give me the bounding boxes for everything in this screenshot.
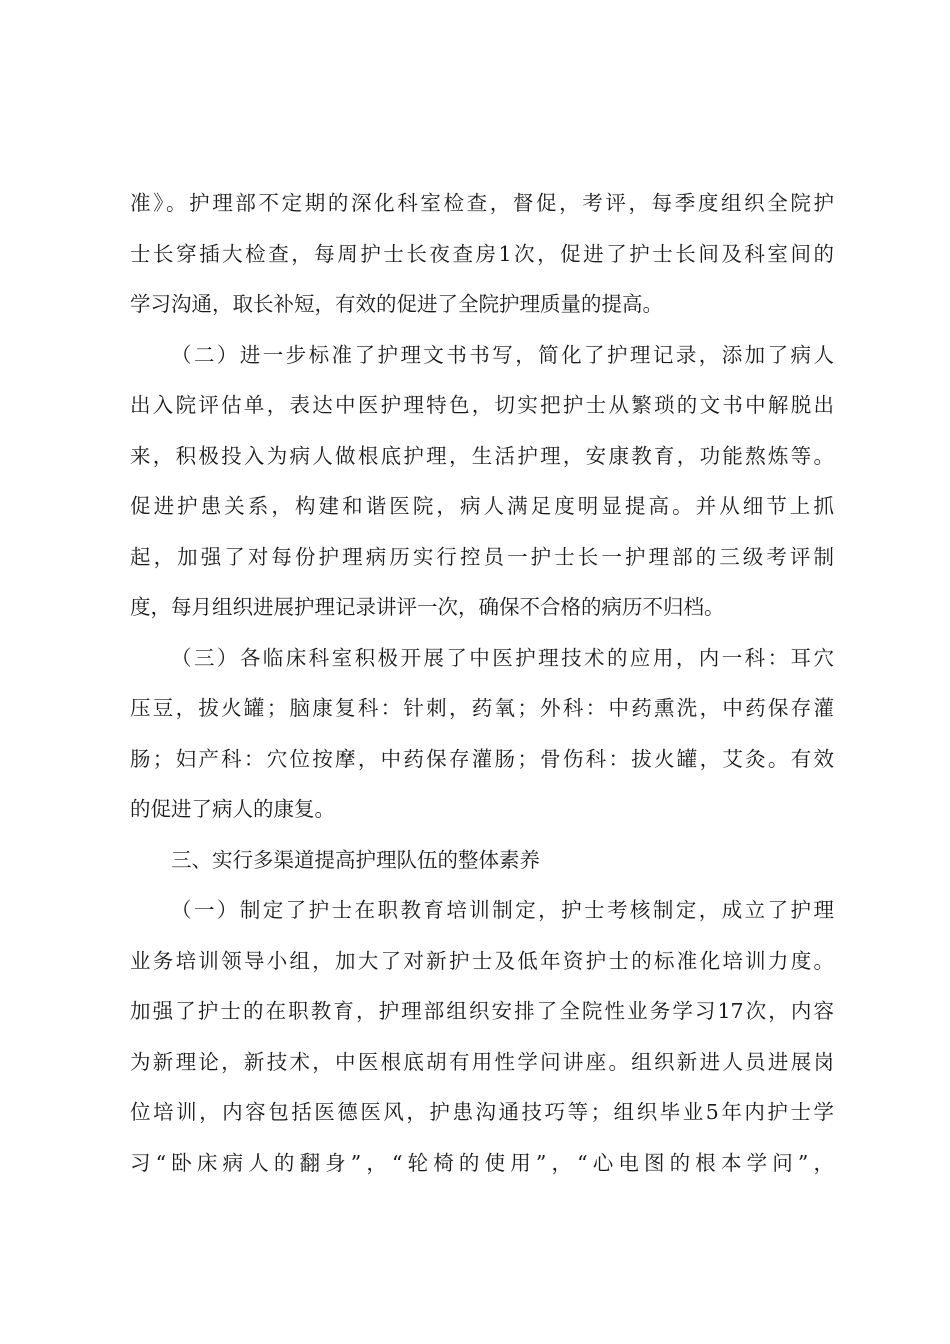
text-line: 起，加强了对每份护理病历实行控员一护士长一护理部的三级考评制 [130,544,834,569]
document-body [130,183,834,1193]
text-line: 为新理论，新技术，中医根底胡有用性学问讲座。组织新进人员进展岗 [130,1049,834,1074]
text-line: 士长穿插大检查，每周护士长夜查房1次，促进了护士长间及科室间的 [130,241,834,266]
text-line: 加强了护士的在职教育，护理部组织安排了全院性业务学习17次，内容 [130,999,834,1023]
text-line: 促进护患关系，构建和谐医院，病人满足度明显提高。并从细节上抓 [130,494,834,518]
text-line: 位培训，内容包括医德医风，护患沟通技巧等；组织毕业5年内护士学 [130,1100,834,1124]
text-line: 肠；妇产科：穴位按摩，中药保存灌肠；骨伤科：拔火罐，艾灸。有效 [130,746,834,771]
text-line: 压豆，拔火罐；脑康复科：针刺，药氧；外科：中药熏洗，中药保存灌 [130,696,834,720]
text-line: 准》。护理部不定期的深化科室检查，督促，考评，每季度组织全院护 [130,191,834,215]
text-line: 出入院评估单，表达中医护理特色，切实把护士从繁琐的文书中解脱出 [130,393,834,417]
text-line: 度，每月组织进展护理记录讲评一次，确保不合格的病历不归档。 [130,595,725,619]
section-heading: 三、实行多渠道提高护理队伍的整体素养 [171,847,540,872]
text-line: 习“卧床病人的翻身”，“轮椅的使用”，“心电图的根本学问”， [130,1150,834,1175]
text-line: （一）制定了护士在职教育培训制定，护士考核制定，成立了护理 [171,898,834,922]
text-line: （三）各临床科室积极开展了中医护理技术的应用，内一科：耳穴 [171,645,834,670]
text-line: 学习沟通，取长补短，有效的促进了全院护理质量的提高。 [130,292,663,316]
text-line: 来，积极投入为病人做根底护理，生活护理，安康教育，功能熬炼等。 [130,443,834,468]
text-line: 业务培训领导小组，加大了对新护士及低年资护士的标准化培训力度。 [130,948,834,973]
text-line: （二）进一步标准了护理文书书写，简化了护理记录，添加了病人 [171,342,834,367]
text-line: 的促进了病人的康复。 [130,797,335,821]
